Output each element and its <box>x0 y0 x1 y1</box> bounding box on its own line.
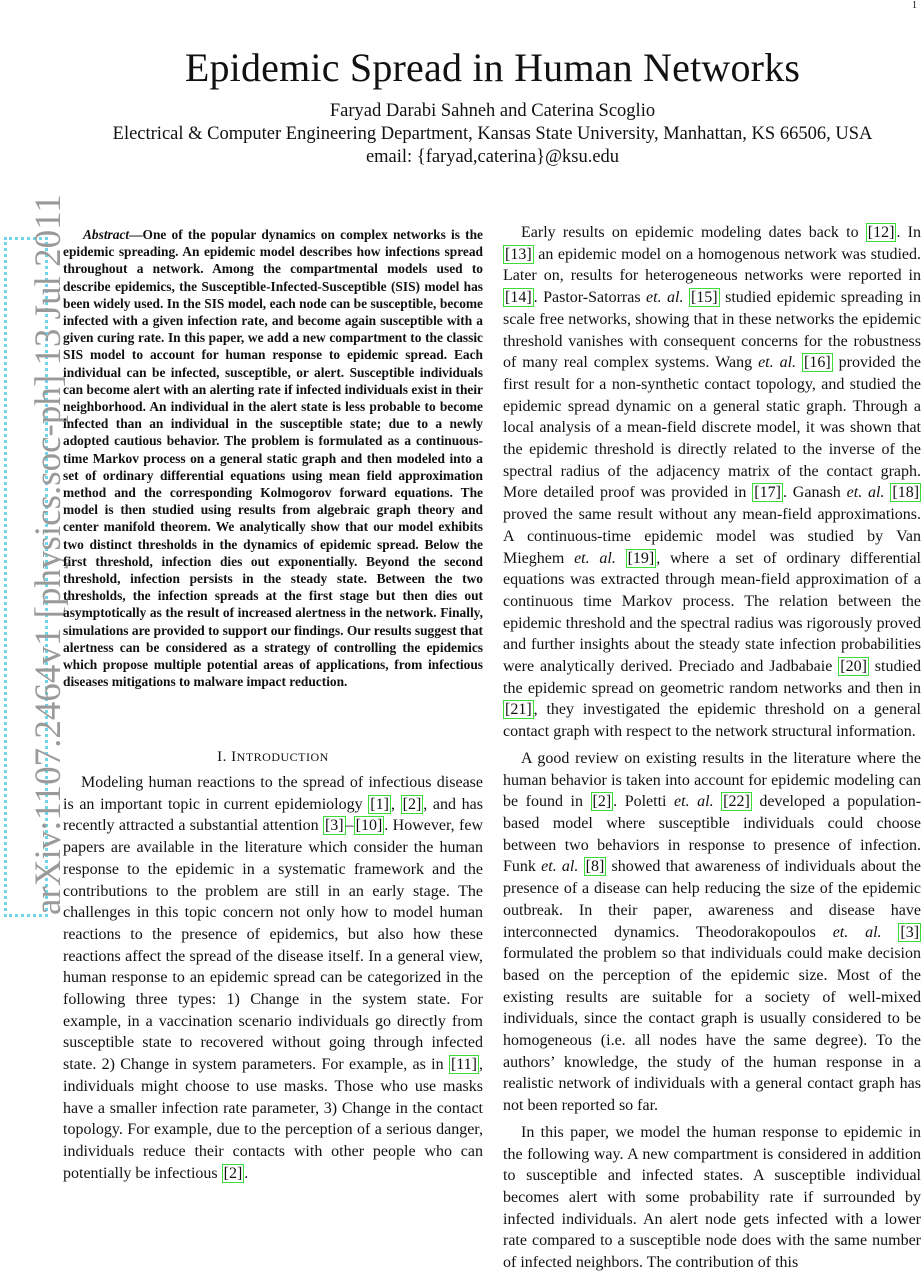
abstract-label: Abstract <box>83 227 130 242</box>
citation-link[interactable]: [20] <box>840 658 867 676</box>
text-run: , and has recently attracted a substantial attention <box>63 795 484 835</box>
abstract-text: —One of the popular dynamics on complex networks is the epidemic spreading. An epidemic model describes how infections spread throughout a network. Among the compartmental models used to describe epidemics, the Susceptible-Infected-Susceptible (SIS) model has been widely used. In the SIS model, each node can be susceptible, become infected with a given infection rate, and become again susceptible with a given curing rate. In this paper, we add a new compartment to the classic SIS model to account for human response to epidemic spread. Each individual can be infected, susceptible, or alert. Susceptible individuals can become alert with an alerting rate if infected individuals exist in their neighborhood. An individual in the alert state is less probable to become infected than an individual in the susceptible state; due to a newly adopted cautious behavior. The problem is formulated as a continuous-time Markov process on a general static graph and then modeled into a set of ordinary differential equations using mean field approximation method and the corresponding Kolmogorov forward equations. The model is then studied using results from algebraic graph theory and center manifold theorem. We analytically show that our model exhibits two distinct thresholds in the dynamics of epidemic spread. Below the first threshold, infection dies out exponentially. Beyond the second threshold, infection persists in the steady state. Between the two thresholds, the infection spreads at the first stage but then dies out asymptotically as the result of increased alertness in the network. Finally, simulations are provided to support our findings. Our results suggest that alertness can be considered as a strategy of controlling the epidemics which propose multiple potential areas of applications, from infectious diseases mitigations to malware impact reduction. <box>63 227 483 690</box>
text-run: Early results on epidemic modeling dates back to <box>521 224 866 241</box>
citation-link[interactable]: [21] <box>505 701 532 719</box>
text-run: studied epidemic spreading in scale free networks, showing that in these networks the epidemic threshold vanishes with consequent concerns for the robustness of many real complex systems. Wang <box>503 289 921 372</box>
text-run: studied the epidemic spread on geometric random networks and then in <box>503 658 922 697</box>
citation-link[interactable]: [2] <box>402 795 422 813</box>
text-run: , individuals might choose to use masks. Those who use masks have a smaller infection rate parameter, 3) Change in the contact topology. For example, due to the perception of a serious danger, individuals reduce their contacts with other people who can potentially be infectious <box>63 1056 483 1182</box>
citation-link[interactable]: [13] <box>505 245 532 263</box>
text-run: , they investigated the epidemic threshold on a general contact graph with respect to the network structural information. <box>503 701 921 741</box>
section-rest: NTRODUCTION <box>236 750 329 764</box>
citation-link[interactable]: [10] <box>355 817 383 835</box>
text-run: showed that awareness of individuals about the presence of a disease can help reducing the size of the epidemic outbreak. In their paper, awareness and disease have interconnected dynamics. Theodorakopoulos <box>503 858 922 941</box>
right-column <box>503 222 921 1274</box>
citation-link[interactable]: [19] <box>627 549 655 567</box>
text-run: Modeling human reactions to the spread of infectious disease is an important topic in current epidemiology <box>63 774 483 813</box>
abstract <box>63 226 483 690</box>
section-heading <box>63 749 483 766</box>
intro-text <box>63 772 483 1184</box>
citation-link[interactable]: [17] <box>754 484 781 502</box>
text-run: . In <box>896 224 922 241</box>
arxiv-stamp[interactable]: arXiv:1107.2464v1 [physics.soc-ph] 13 Jul 2011 <box>28 194 69 915</box>
affiliation: Electrical & Computer Engineering Department, Kansas State University, Manhattan, KS 66506, USA <box>112 124 873 144</box>
text-run: et. al. <box>541 858 579 876</box>
citation-link[interactable]: [18] <box>892 484 920 502</box>
page-number: 1 <box>912 0 917 11</box>
text-run: proved the same result without any mean-field approximations. A continuous-time epidemic model was studied by Van Mieghem <box>503 506 921 567</box>
paragraph-contribution: In this paper, we model the human response to epidemic in the following way. A new compartment is considered in addition to susceptible and infected states. A susceptible individual becomes alert with some probability rate if surrounded by infected individuals. An alert node gets infected with a lower rate compared to a susceptible node does with the same number of infected neighbors. The contribution of this <box>503 1123 921 1272</box>
citation-link[interactable]: [8] <box>585 858 605 876</box>
text-run <box>714 793 722 810</box>
text-run: , where a set of ordinary differential equations was extracted through mean-field approximation of a continuous time Markov process. The relation between the epidemic threshold and the spectral radius was rigorously proved and further insights about the steady state infection probabilities were analytically derived. Preciado and Jadbabaie <box>503 549 921 676</box>
text-run: – <box>345 817 354 835</box>
citation-link[interactable]: [3] <box>324 817 344 835</box>
text-run: et. al. <box>574 549 616 567</box>
text-run: . <box>244 1164 249 1182</box>
text-run <box>882 924 899 941</box>
text-run: et. al. <box>832 923 882 941</box>
citation-link[interactable]: [2] <box>592 793 612 811</box>
citation-link[interactable]: [11] <box>450 1056 477 1074</box>
paragraph-related-work <box>503 222 921 743</box>
text-run: . However, few papers are available in the literature which consider the human response to the epidemic in a systematic framework and the contributions to the problem are still in an early stage. The challenges in this topic concern not only how to model human reactions to the presence of epidemics, but also how these reactions affect the spread of the disease itself. In a general view, human response to an epidemic spread can be categorized in the following three types: 1) Change in the system state. For example, in a vaccination scenario individuals go directly from susceptible state to recovered without going through infected state. 2) Change in system parameters. For example, as in <box>63 817 484 1074</box>
text-run <box>616 550 626 567</box>
text-run: . Pastor-Satorras <box>533 289 647 307</box>
intro-paragraph <box>63 772 483 1184</box>
citation-link[interactable]: [2] <box>223 1164 243 1182</box>
text-run: . Poletti <box>613 793 675 811</box>
text-run: , <box>390 795 401 813</box>
text-run: an epidemic model on a homogenous network was studied. Later on, results for heterogeneous networks were reported in <box>503 245 921 285</box>
text-run: et. al. <box>674 793 714 811</box>
citation-link[interactable]: [16] <box>804 354 831 372</box>
citation-link[interactable]: [14] <box>505 289 532 307</box>
email: email: {faryad,caterina}@ksu.edu <box>365 147 620 167</box>
text-run <box>578 858 583 875</box>
citation-link[interactable]: [22] <box>723 793 750 811</box>
text-run: A good review on existing results in the literature where the human behavior is taken into account for epidemic modeling can be found in <box>503 749 921 811</box>
text-run: et. al. <box>846 484 885 502</box>
section-numeral: I. <box>217 749 232 765</box>
paragraph-human-behavior <box>503 748 921 1117</box>
citation-link[interactable]: [15] <box>690 289 718 307</box>
authors: Faryad Darabi Sahneh and Caterina Scoglio <box>329 101 656 121</box>
citation-link[interactable]: [3] <box>900 923 920 941</box>
citation-link[interactable]: [12] <box>867 224 895 241</box>
paper-title: Epidemic Spread in Human Networks <box>184 45 801 90</box>
text-run: . Ganash <box>782 484 847 502</box>
text-run: developed a population-based model where susceptible individuals could choose between two behaviors in response to presence of infection. Funk <box>503 793 922 876</box>
text-run: provided the first result for a non-synthetic contact topology, and studied the epidemic spread dynamic on a general static graph. Through a local analysis of a mean-field discrete model, it was shown that the epidemic threshold is directly related to the inverse of the spectral radius of the adjacency matrix of the contact graph. More detailed proof was provided in <box>503 354 922 502</box>
text-run: formulated the problem so that individuals could make decision based on the perception of the epidemic size. Most of the existing results are suitable for a society of well-mixed individuals, since the contact graph is usually considered to be homogeneous (i.e. all nodes have the same degree). To the authors’ knowledge, the study of the human response in a realistic network of individuals with a general contact graph has not been reported so far. <box>503 945 921 1115</box>
citation-link[interactable]: [1] <box>370 795 389 813</box>
section-first-letter: I <box>231 749 237 765</box>
text-run: et. al. <box>758 354 797 372</box>
text-run: et. al. <box>646 289 684 307</box>
